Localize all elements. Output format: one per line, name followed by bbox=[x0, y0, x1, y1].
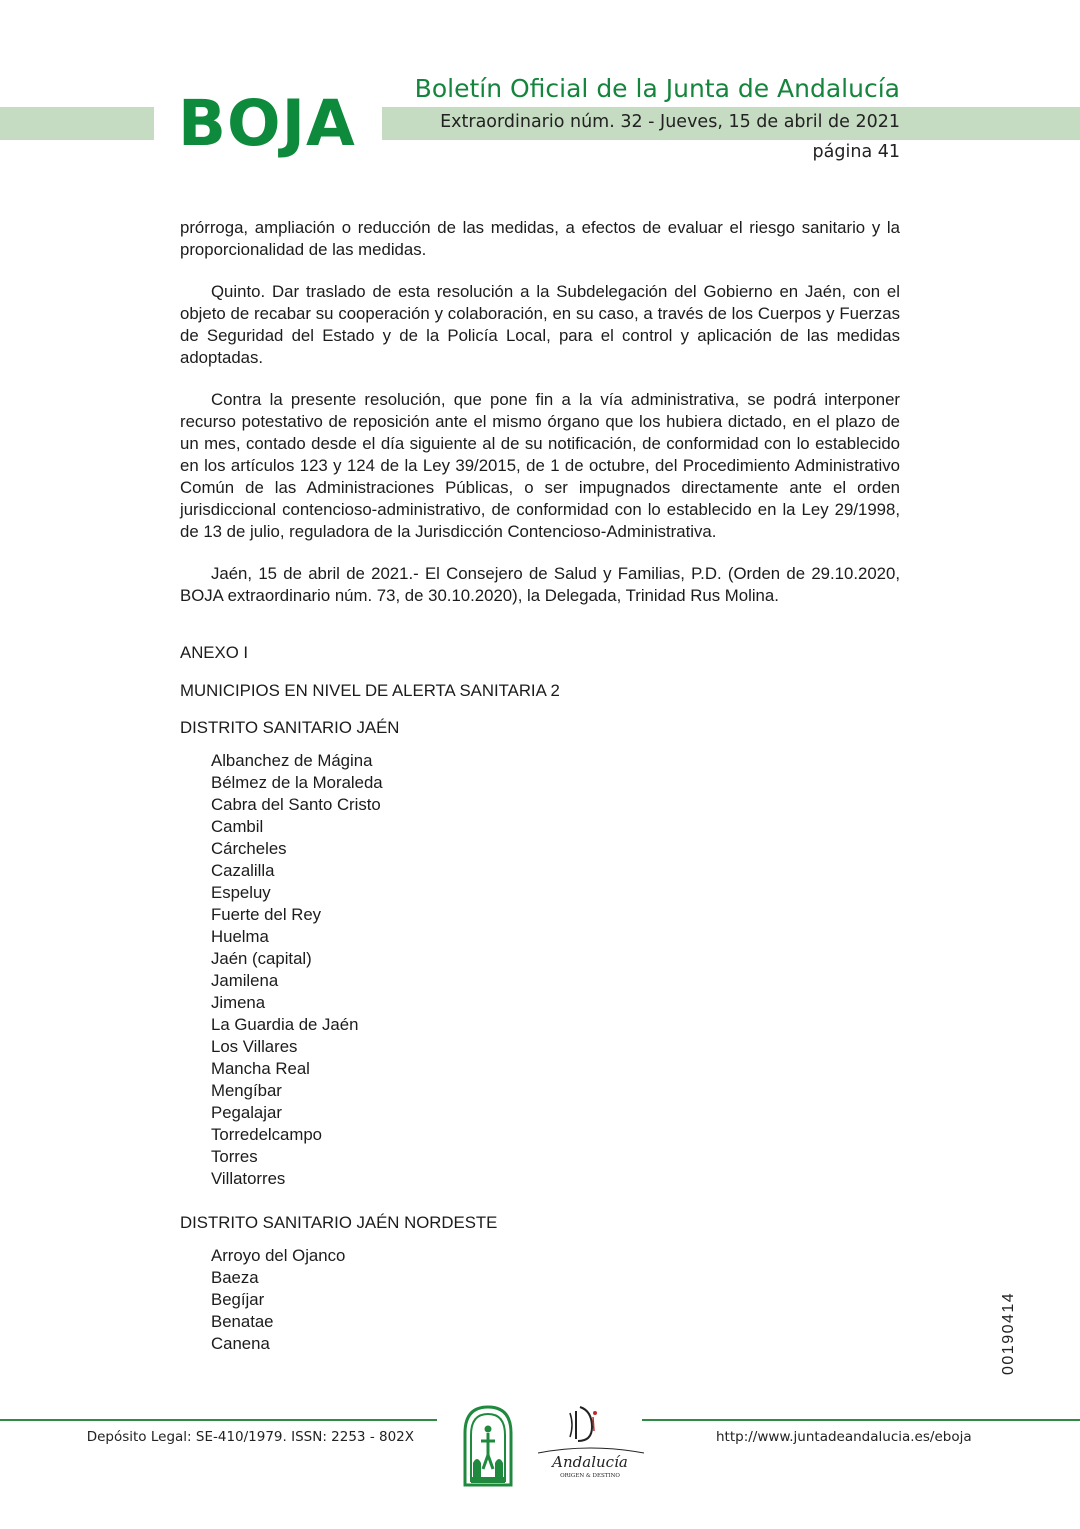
municipality-item: Cazalilla bbox=[211, 861, 275, 880]
municipality-item: La Guardia de Jaén bbox=[211, 1015, 359, 1034]
annex-title: ANEXO I bbox=[180, 643, 249, 662]
document-body bbox=[180, 217, 900, 1355]
municipality-item: Torredelcampo bbox=[211, 1125, 322, 1144]
municipality-item: Espeluy bbox=[211, 883, 271, 902]
municipality-item: Baeza bbox=[211, 1268, 259, 1287]
document-code: 00190414 bbox=[1000, 1291, 1017, 1375]
municipality-item: Torres bbox=[211, 1147, 258, 1166]
district-heading: DISTRITO SANITARIO JAÉN NORDESTE bbox=[180, 1213, 498, 1232]
municipality-item: Jamilena bbox=[211, 971, 279, 990]
municipality-item: Huelma bbox=[211, 927, 269, 946]
municipality-item: Pegalajar bbox=[211, 1103, 282, 1122]
municipality-item: Arroyo del Ojanco bbox=[211, 1246, 346, 1265]
municipality-item: Mengíbar bbox=[211, 1081, 282, 1100]
andalucia-logo-text: Andalucía bbox=[552, 1453, 628, 1471]
page-number: página 41 bbox=[812, 142, 900, 162]
annex-subtitle: MUNICIPIOS EN NIVEL DE ALERTA SANITARIA 2 bbox=[180, 681, 560, 700]
municipality-list bbox=[180, 750, 900, 1190]
municipality-item: Albanchez de Mágina bbox=[211, 751, 373, 770]
municipality-item: Begíjar bbox=[211, 1290, 265, 1309]
junta-shield-icon bbox=[459, 1403, 517, 1487]
paragraph-quinto: Quinto. Dar traslado de esta resolución a la Subdelegación del Gobierno en Jaén, con el objeto de recabar su cooperación y colaboración, en su caso, a través de los Cuerpos y Fuerzas de Seguridad del Estado y de la Policía Local, para el control y aplicación de las medidas adoptadas. bbox=[180, 282, 900, 367]
bulletin-title: Boletín Oficial de la Junta de Andalucía bbox=[414, 74, 900, 103]
boja-logo: BOJA bbox=[178, 87, 356, 160]
header-band-left bbox=[0, 107, 154, 140]
municipality-item: Jaén (capital) bbox=[211, 949, 312, 968]
municipality-item: Fuerte del Rey bbox=[211, 905, 322, 924]
paragraph-recurso: Contra la presente resolución, que pone fin a la vía administrativa, se podrá interponer recurso potestativo de reposición ante el mismo órgano que los hubiera dictado, en el plazo de un mes, contado desde el día siguiente al de su notificación, de conformidad con lo establecido en los artículos 123 y 124 de la Ley 39/2015, de 1 de octubre, del Procedimiento Administrativo Común de las Administraciones Públicas, o ser impugnados directamente ante el orden jurisdiccional contencioso-administrativo, de conformidad con lo establecido en la Ley 29/1998, de 13 de julio, reguladora de la Jurisdicción Contencioso-Administrativa. bbox=[180, 390, 900, 541]
municipality-list bbox=[180, 1245, 900, 1355]
footer-rule-right bbox=[642, 1419, 1080, 1421]
municipality-item: Cabra del Santo Cristo bbox=[211, 795, 381, 814]
paragraph-signature: Jaén, 15 de abril de 2021.- El Consejero de Salud y Familias, P.D. (Orden de 29.10.2020, BOJA extraordinario núm. 73, de 30.10.2020), la Delegada, Trinidad Rus Molina. bbox=[180, 564, 900, 605]
municipality-item: Cambil bbox=[211, 817, 264, 836]
district-heading: DISTRITO SANITARIO JAÉN bbox=[180, 718, 400, 737]
andalucia-logo bbox=[530, 1403, 650, 1487]
municipality-item: Bélmez de la Moraleda bbox=[211, 773, 383, 792]
municipality-item: Jimena bbox=[211, 993, 266, 1012]
legal-deposit: Depósito Legal: SE-410/1979. ISSN: 2253 - 802X bbox=[86, 1429, 414, 1445]
paragraph-continuation: prórroga, ampliación o reducción de las medidas, a efectos de evaluar el riesgo sanitario y la proporcionalidad de las medidas. bbox=[180, 218, 900, 259]
andalucia-tagline: ORIGEN & DESTINO bbox=[560, 1473, 620, 1479]
municipality-item: Canena bbox=[211, 1334, 270, 1353]
municipality-item: Benatae bbox=[211, 1312, 274, 1331]
footer-url-link[interactable]: http://www.juntadeandalucia.es/eboja bbox=[716, 1429, 972, 1445]
municipality-item: Los Villares bbox=[211, 1037, 298, 1056]
municipality-item: Villatorres bbox=[211, 1169, 286, 1188]
municipality-item: Mancha Real bbox=[211, 1059, 310, 1078]
issue-line: Extraordinario núm. 32 - Jueves, 15 de abril de 2021 bbox=[440, 112, 900, 132]
municipality-item: Cárcheles bbox=[211, 839, 287, 858]
footer-rule-left bbox=[0, 1419, 437, 1421]
